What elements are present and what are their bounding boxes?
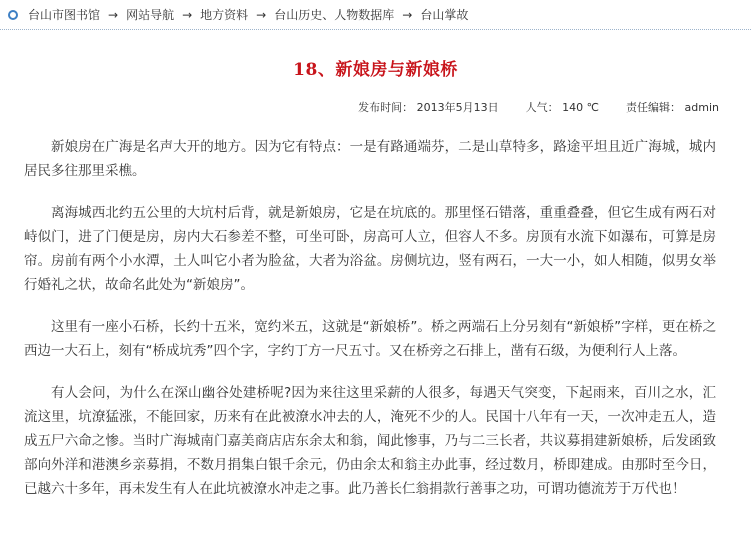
article-paragraph: 这里有一座小石桥，长约十五米，宽约米五，这就是“新娘桥”。桥之两端石上分另刻有“新娘桥”字样，更在桥之西边一大石上，刻有“桥成坑秀”四个字，字约丁方一尺五寸。又在桥旁之石排上，凿有石级，为便利行人上落。 (24, 319, 716, 359)
breadcrumb (0, 0, 751, 30)
article-paragraph: 新娘房在广海是名声大开的地方。因为它有特点：一是有路通端芬，二是山草特多，路途平坦且近广海城，城内居民多往那里采樵。 (24, 139, 716, 179)
views-count: 140 ℃ (562, 101, 600, 114)
breadcrumb-link-library[interactable]: 台山市图书馆 (28, 8, 101, 22)
published-label: 发布时间： (358, 101, 414, 114)
editor-name: admin (684, 101, 719, 114)
views-label: 人气： (525, 101, 559, 114)
bullet-circle-icon (8, 10, 18, 20)
arrow-right-icon: → (108, 7, 119, 22)
article-title: 18、新娘房与新娘桥 (293, 60, 458, 81)
article-body (24, 135, 716, 519)
published-date: 2013年5月13日 (416, 101, 499, 114)
arrow-right-icon: → (402, 7, 413, 22)
arrow-right-icon: → (256, 7, 267, 22)
breadcrumb-link-history-database[interactable]: 台山历史、人物数据库 (274, 8, 395, 22)
breadcrumb-link-local-materials[interactable]: 地方资料 (200, 8, 249, 22)
arrow-right-icon: → (182, 7, 193, 22)
article-paragraph: 离海城西北约五公里的大坑村后背，就是新娘房，它是在坑底的。那里怪石错落，重重叠叠，但它生成有两石对峙似门，进了门便是房，房内大石参差不整，可坐可卧，房高可人立，但容人不多。房顶有水流下如瀑布，可算是房帘。房前有两个小水潭，土人叫它小者为脸盆，大者为浴盆。房侧坑边，竖有两石，一大一小，如人相随，似男女举行婚礼之状，故命名此处为“新娘房”。 (24, 205, 716, 293)
breadcrumb-link-site-nav[interactable]: 网站导航 (126, 8, 175, 22)
article-paragraph: 有人会问，为什么在深山幽谷处建桥呢?因为来往这里采薪的人很多，每遇天气突变，下起雨来，百川之水，汇流这里，坑潦猛涨，不能回家，历来有在此被潦水冲去的人，淹死不少的人。民国十八年有一天，一次冲走五人，造成五尸六命之惨。当时广海城南门嘉美商店店东余太和翁，闻此惨事，乃与二三长者，共议募捐建新娘桥，后发函致部向外洋和港澳乡亲募捐，不数月捐集白银千余元，仍由余太和翁主办此事，经过数月，桥即建成。由那时至今日，已越六十多年，再未发生有人在此坑被潦水冲走之事。此乃善长仁翁捐款行善事之功，可谓功德流芳于万代也！ (24, 385, 716, 497)
breadcrumb-link-anecdotes[interactable]: 台山掌故 (420, 8, 469, 22)
article-meta (358, 99, 719, 115)
editor-label: 责任编辑： (626, 101, 682, 114)
